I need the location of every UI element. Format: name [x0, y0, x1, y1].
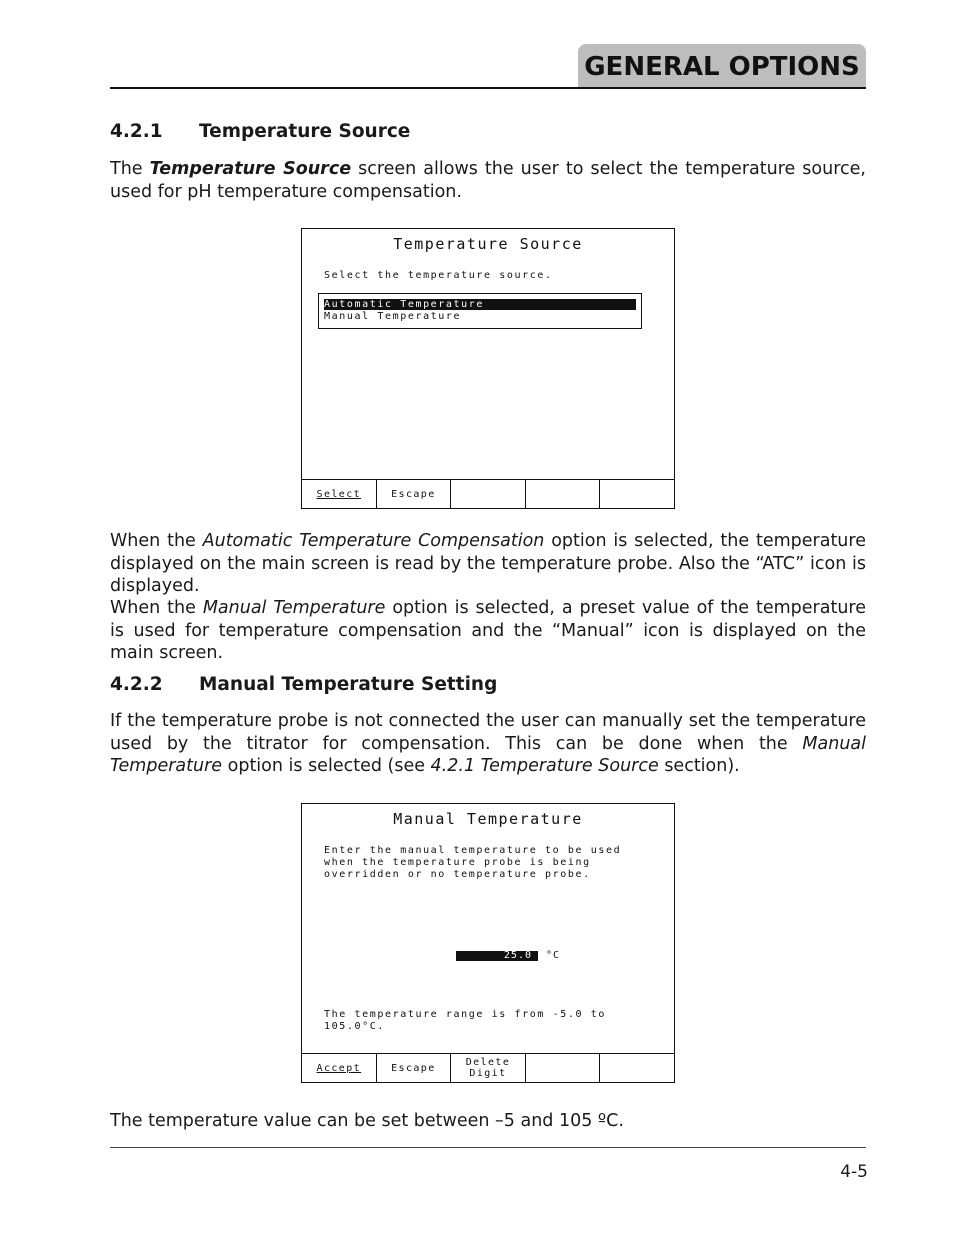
temperature-range-note: The temperature range is from -5.0 to 105.0°C.: [324, 1009, 606, 1032]
select-softkey[interactable]: Select: [302, 480, 377, 508]
automatic-temperature-paragraph: When the Automatic Temperature Compensation option is selected, the temperature displayed on the main screen is read by the temperature probe. Also the “ATC” icon is displayed.: [110, 531, 866, 596]
term-manual-temperature: Manual Temperature: [202, 598, 386, 618]
escape-softkey[interactable]: Escape: [377, 480, 452, 508]
screen-title: Temperature Source: [393, 235, 583, 253]
softkey-3[interactable]: [451, 480, 526, 508]
temperature-unit: °C: [546, 950, 561, 961]
softkey-4[interactable]: [526, 1054, 601, 1082]
temperature-source-intro: The Temperature Source screen allows the user to select the temperature source, used for pH temperature compensation.: [110, 159, 866, 202]
footer-rule: [110, 1147, 866, 1148]
chapter-header-tab: GENERAL OPTIONS: [578, 44, 866, 88]
accept-softkey[interactable]: Accept: [302, 1054, 377, 1082]
softkey-5[interactable]: [600, 1054, 674, 1082]
manual-temperature-setting-paragraph: If the temperature probe is not connected the user can manually set the temperature used by the titrator for compensation. This can be done when the Manual Temperature option is selected (see 4.2.1 Temperature Source section).: [110, 711, 866, 776]
softkey-5[interactable]: [600, 480, 674, 508]
section-title: Manual Temperature Setting: [199, 674, 498, 695]
manual-temperature-screen: [301, 803, 675, 1083]
screen-description: Enter the manual temperature to be used when the temperature probe is being overridden or no temperature probe.: [324, 845, 622, 880]
delete-digit-softkey[interactable]: Delete Digit: [451, 1054, 526, 1082]
term-atc: Automatic Temperature Compensation: [202, 531, 545, 551]
option-automatic-temperature[interactable]: Automatic Temperature: [324, 299, 636, 310]
softkey-bar: [302, 479, 674, 508]
section-number: 4.2.2: [110, 674, 163, 695]
screen-prompt: Select the temperature source.: [324, 270, 553, 281]
section-heading-4-2-2: [110, 674, 497, 695]
section-title: Temperature Source: [199, 121, 411, 142]
option-manual-temperature[interactable]: Manual Temperature: [324, 311, 462, 322]
manual-temperature-paragraph: When the Manual Temperature option is selected, a preset value of the temperature is used for temperature compensation and the “Manual” icon is displayed on the main screen.: [110, 598, 866, 663]
section-number: 4.2.1: [110, 121, 163, 142]
temperature-source-screen: [301, 228, 675, 509]
escape-softkey[interactable]: Escape: [377, 1054, 452, 1082]
header-rule: [110, 87, 866, 89]
closing-paragraph: The temperature value can be set between –5 and 105 ºC.: [110, 1111, 624, 1131]
temperature-source-list: [318, 293, 642, 329]
temperature-value-field[interactable]: 25.0: [456, 951, 538, 961]
softkey-bar: [302, 1053, 674, 1082]
term-temperature-source: Temperature Source: [149, 159, 352, 179]
section-reference: 4.2.1 Temperature Source: [430, 756, 659, 776]
page-number: 4-5: [840, 1162, 868, 1182]
section-heading-4-2-1: [110, 121, 410, 142]
screen-title: Manual Temperature: [393, 810, 583, 828]
softkey-4[interactable]: [526, 480, 601, 508]
